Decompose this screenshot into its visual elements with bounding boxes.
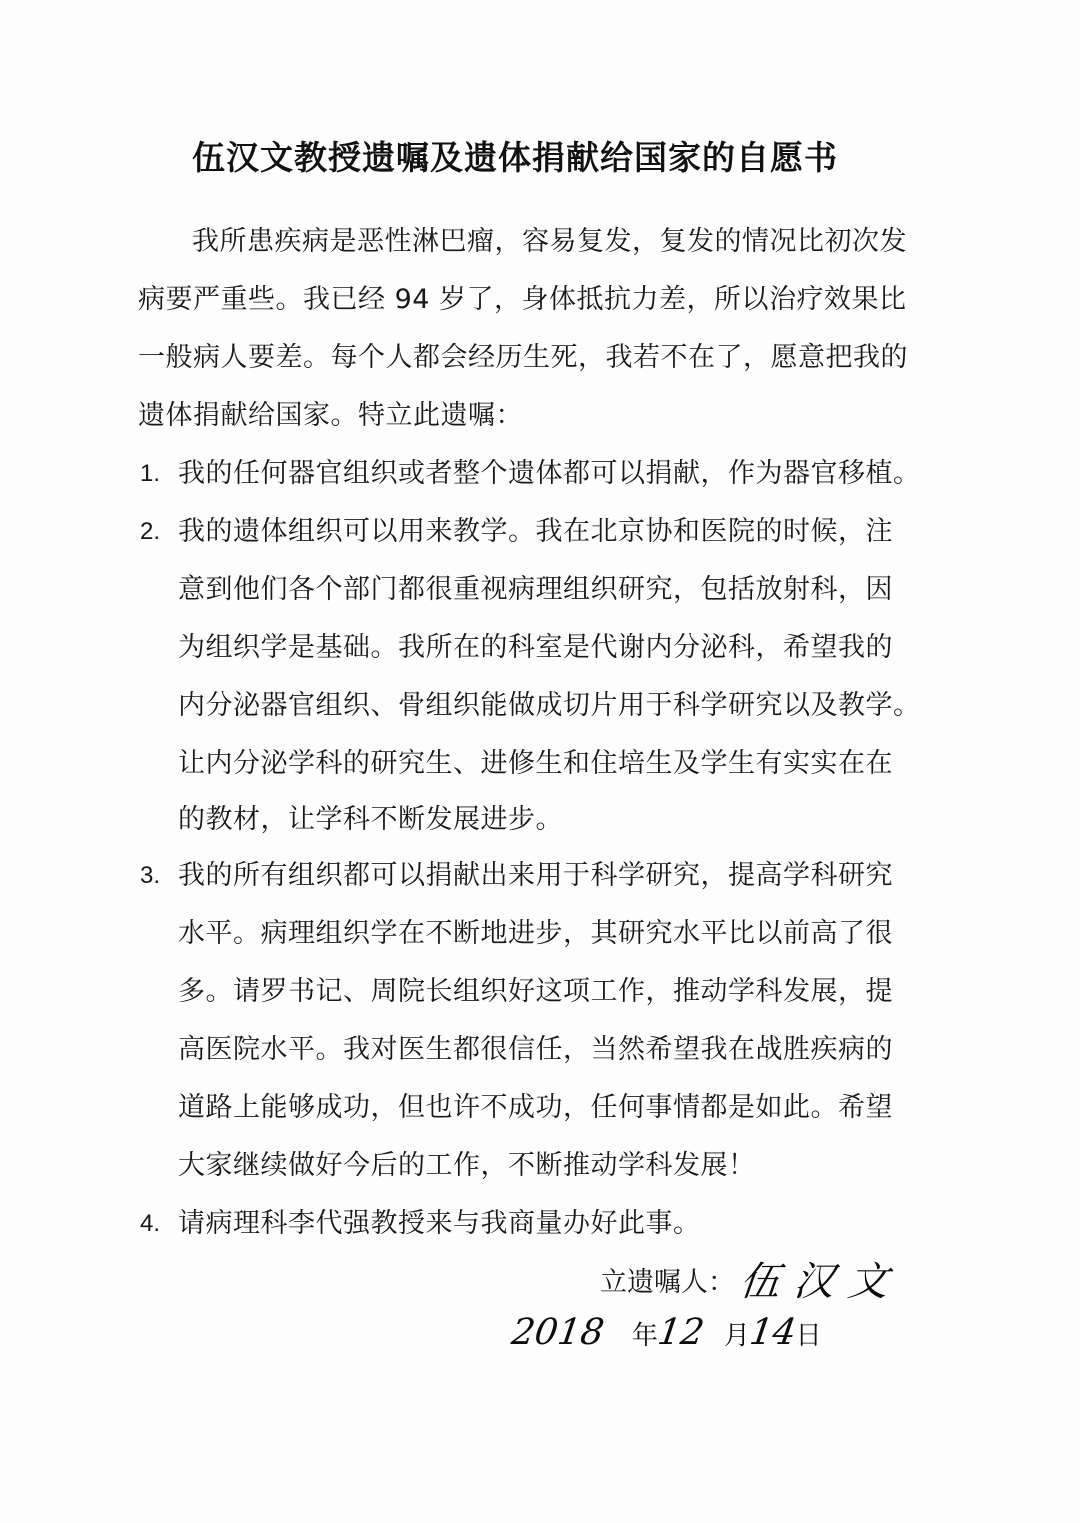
date-year-unit: 年: [631, 1321, 658, 1351]
intro-line: 病要严重些。我已经 94 岁了，身体抵抗力差，所以治疗效果比: [138, 284, 907, 315]
item-line: 我的遗体组织可以用来教学。我在北京协和医院的时候，注: [178, 516, 893, 547]
item-line: 多。请罗书记、周院长组织好这项工作，推动学科发展，提: [178, 976, 893, 1007]
item-line: 大家继续做好今后的工作，不断推动学科发展！: [178, 1150, 756, 1181]
handwritten-signature: 伍汉文: [737, 1259, 905, 1305]
item-number: 4.: [140, 1210, 161, 1237]
date-month-unit: 月: [723, 1321, 750, 1351]
item-line: 让内分泌学科的研究生、进修生和住培生及学生有实实在在: [178, 748, 893, 779]
item-line: 请病理科李代强教授来与我商量办好此事。: [178, 1208, 701, 1239]
item-number: 1.: [140, 460, 161, 487]
signature-date: [509, 1312, 822, 1353]
item-line: 高医院水平。我对医生都很信任，当然希望我在战胜疾病的: [178, 1034, 893, 1065]
intro-line: 我所患疾病是恶性淋巴瘤，容易复发，复发的情况比初次发: [192, 226, 907, 257]
signature-label: 立遗嘱人：: [600, 1267, 735, 1298]
item-line: 道路上能够成功，但也许不成功，任何事情都是如此。希望: [178, 1092, 893, 1123]
item-number: 3.: [140, 862, 161, 889]
item-line: 意到他们各个部门都很重视病理组织研究，包括放射科，因: [178, 574, 893, 605]
date-year: 2018: [509, 1312, 607, 1353]
date-day-unit: 日: [795, 1321, 822, 1351]
date-day: 14: [746, 1312, 799, 1353]
item-line: 内分泌器官组织、骨组织能做成切片用于科学研究以及教学。: [178, 690, 921, 721]
item-line: 的教材，让学科不断发展进步。: [178, 804, 563, 835]
item-line: 水平。病理组织学在不断地进步，其研究水平比以前高了很: [178, 918, 893, 949]
item-line: 为组织学是基础。我所在的科室是代谢内分泌科，希望我的: [178, 632, 893, 663]
intro-line: 遗体捐献给国家。特立此遗嘱：: [138, 400, 523, 431]
item-line: 我的所有组织都可以捐献出来用于科学研究，提高学科研究: [178, 860, 893, 891]
item-line: 我的任何器官组织或者整个遗体都可以捐献，作为器官移植。: [178, 458, 921, 489]
intro-line: 一般病人要差。每个人都会经历生死，我若不在了，愿意把我的: [138, 342, 908, 373]
document-title: 伍汉文教授遗嘱及遗体捐献给国家的自愿书: [192, 138, 838, 177]
item-number: 2.: [140, 518, 161, 545]
date-month: 12: [654, 1312, 707, 1353]
